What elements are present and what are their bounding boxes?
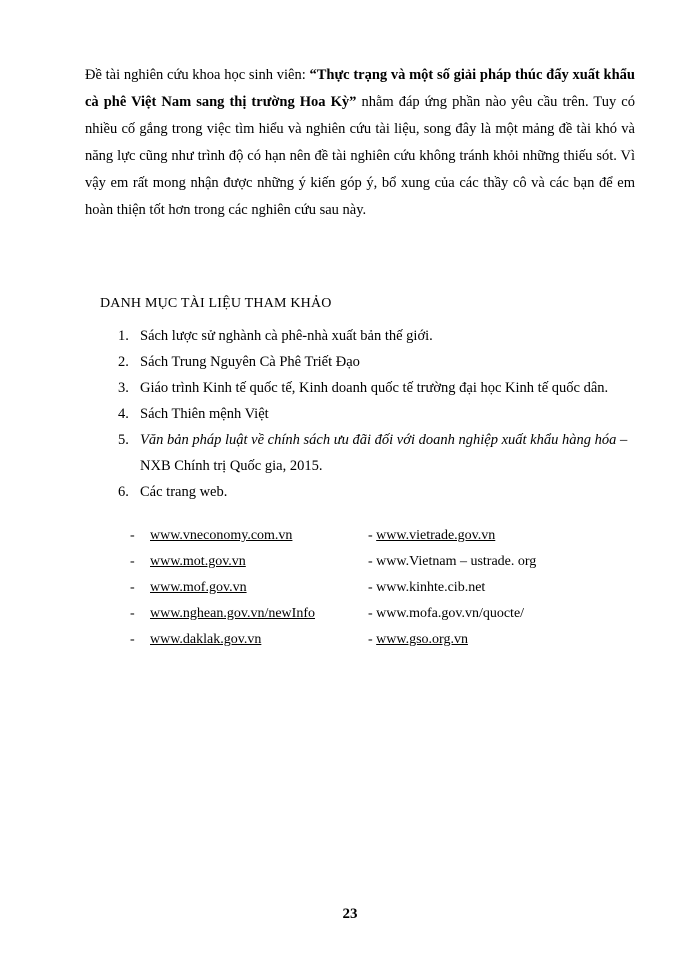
page-number: 23 [342,906,358,922]
reference-text: Sách Trung Nguyên Cà Phê Triết Đạo [140,354,360,370]
reference-item-5 [118,427,638,479]
bullet-dash: - [368,580,377,595]
bullet-dash: - [130,554,135,569]
reference-number: 4. [118,406,129,422]
website-list [130,528,610,658]
website-link[interactable]: www.daklak.gov.vn [150,632,262,647]
website-right [368,606,524,622]
reference-number: 6. [118,484,129,500]
bullet-dash: - [130,580,135,595]
reference-text: Các trang web. [140,484,228,500]
website-link[interactable]: www.mot.gov.vn [150,554,246,569]
bullet-dash: - [130,632,135,647]
website-link[interactable]: www.vneconomy.com.vn [150,528,293,543]
reference-item-4 [118,401,638,427]
bullet-dash: - [130,528,135,543]
website-text: www.kinhte.cib.net [376,580,486,595]
reference-italic-title: Văn bản pháp luật về chính sách ưu đãi đối với doanh nghiệp xuất khẩu hàng hóa [140,432,617,448]
reference-list [118,323,638,505]
website-link[interactable]: www.mof.gov.vn [150,580,247,595]
intro-before: Đề tài nghiên cứu khoa học sinh viên: [85,67,310,83]
reference-item-6 [118,479,638,505]
reference-number: 3. [118,380,129,396]
website-row [130,632,610,658]
reference-item-1 [118,323,638,349]
references-heading: DANH MỤC TÀI LIỆU THAM KHẢO [100,296,332,311]
website-text: www.mofa.gov.vn/quocte/ [376,606,525,621]
website-link[interactable]: www.nghean.gov.vn/newInfo [150,606,315,621]
website-right [368,554,536,570]
website-row [130,528,610,554]
website-row [130,580,610,606]
reference-number: 5. [118,432,129,448]
bullet-dash: - [368,554,377,569]
website-link[interactable]: www.vietrade.gov.vn [376,528,496,543]
bullet-dash: - [368,528,377,543]
website-row [130,554,610,580]
bullet-dash: - [368,606,377,621]
reference-text: Giáo trình Kinh tế quốc tế, Kinh doanh quốc tế trường đại học Kinh tế quốc dân. [140,380,609,396]
reference-number: 2. [118,354,129,370]
bullet-dash: - [130,606,135,621]
reference-text: Sách Thiên mệnh Việt [140,406,269,422]
intro-paragraph [85,62,635,224]
thesis-title: “Thực trạng và một số giải pháp thúc đẩy xuất khẩu cà phê Việt Nam sang thị trường Hoa Kỳ” [85,67,636,110]
reference-publisher: – NXB Chính trị Quốc gia, 2015. [140,432,628,474]
website-row [130,606,610,632]
reference-text: Sách lược sử nghành cà phê-nhà xuất bản thế giới. [140,328,433,344]
website-link[interactable]: www.gso.org.vn [376,632,468,647]
website-right [368,528,495,544]
reference-item-2 [118,349,638,375]
website-right [368,580,485,596]
website-right [368,632,468,648]
reference-item-3 [118,375,638,401]
bullet-dash: - [368,632,377,647]
website-text: www.Vietnam – ustrade. org [376,554,537,569]
intro-after: nhằm đáp ứng phần nào yêu cầu trên. Tuy có nhiều cố gắng trong việc tìm hiểu và nghiên cứu tài liệu, song đây là một mảng đề tài khó và năng lực cũng như trình độ có hạn nên đề tài nghiên cứu không tránh khỏi những thiếu sót. Vì vậy em rất mong nhận được những ý kiến góp ý, bổ xung của các thầy cô và các bạn để em hoàn thiện tốt hơn trong các nghiên cứu sau này. [85,94,635,218]
reference-number: 1. [118,328,129,344]
